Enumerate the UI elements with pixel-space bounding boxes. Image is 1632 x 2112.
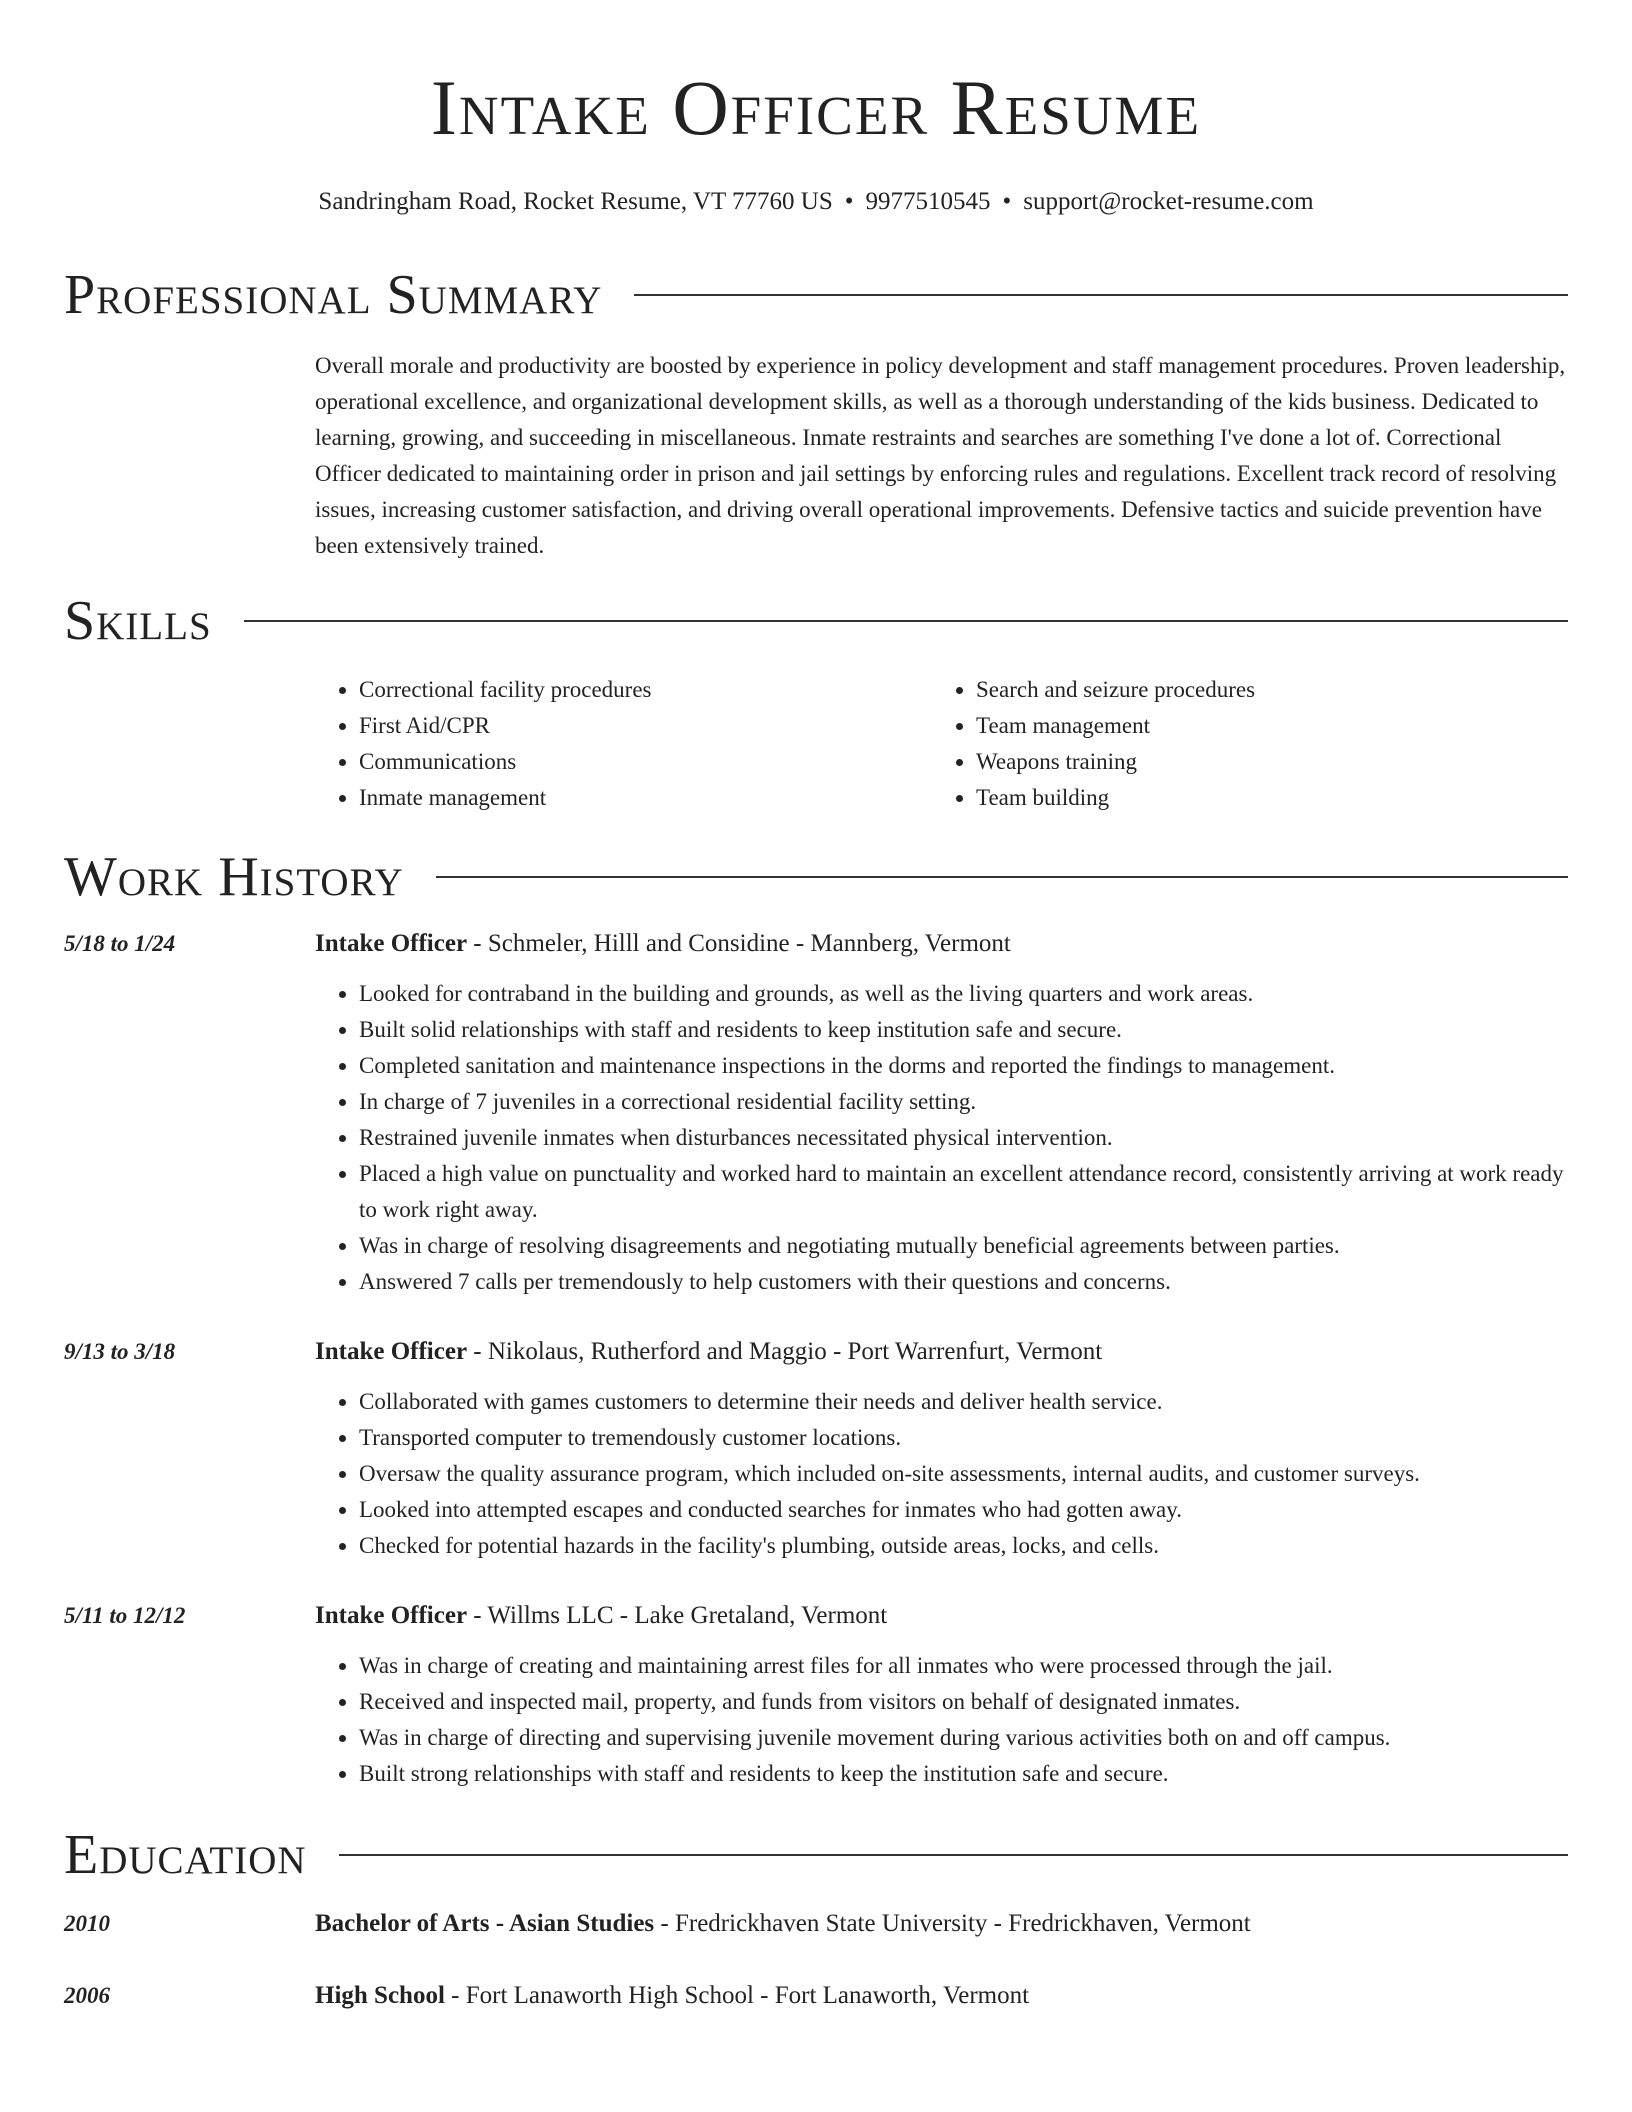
job-bullet: • Was in charge of directing and supervising juvenile movement during various activities both on and off campus. <box>359 1720 1568 1756</box>
email: support@rocket-resume.com <box>1023 188 1314 215</box>
job-title: Intake Officer <box>315 1338 468 1365</box>
job-bullet: • Built strong relationships with staff and residents to keep the institution safe and secure. <box>359 1756 1568 1792</box>
job-bullet: • Oversaw the quality assurance program, which included on-site assessments, internal audits, and customer surveys. <box>359 1456 1568 1492</box>
section-title: Skills <box>64 590 212 652</box>
education-year: 2006 <box>64 1983 110 2008</box>
education-line <box>315 1978 1029 2014</box>
separator: • <box>844 188 854 215</box>
job-details: - Nikolaus, Rutherford and Maggio - Port Warrenfurt, Vermont <box>467 1338 1103 1365</box>
education-entry <box>64 1906 1568 1942</box>
resume-page <box>64 0 1568 2014</box>
job-title: Intake Officer <box>315 930 468 957</box>
job-bullet: • Was in charge of resolving disagreements and negotiating mutually beneficial agreements between parties. <box>359 1228 1568 1264</box>
separator: • <box>1002 188 1012 215</box>
job-title-line <box>315 1334 1568 1370</box>
education-entry <box>64 1978 1568 2014</box>
skill-item: • Search and seizure procedures <box>976 672 1549 708</box>
job-bullet: • Completed sanitation and maintenance inspections in the dorms and reported the findings to management. <box>359 1048 1568 1084</box>
section-divider <box>339 1854 1568 1856</box>
job-bullet: • Restrained juvenile inmates when disturbances necessitated physical intervention. <box>359 1120 1568 1156</box>
job-title-line <box>315 1598 1568 1634</box>
section-header-education <box>64 1822 1568 1888</box>
education-line <box>315 1906 1251 1942</box>
section-header-work <box>64 844 1568 910</box>
address: Sandringham Road, Rocket Resume, VT 77760 US <box>318 188 833 215</box>
section-title: Education <box>64 1824 307 1886</box>
job-entry <box>64 926 1568 1300</box>
section-header-summary <box>64 262 1568 328</box>
section-title: Work History <box>64 846 404 908</box>
job-bullet: • Checked for potential hazards in the facility's plumbing, outside areas, locks, and cells. <box>359 1528 1568 1564</box>
job-title-line <box>315 926 1568 962</box>
education-year: 2010 <box>64 1911 110 1936</box>
section-divider <box>244 620 1568 622</box>
job-bullet: • Looked for contraband in the building and grounds, as well as the living quarters and work areas. <box>359 976 1568 1012</box>
job-bullet: • Placed a high value on punctuality and worked hard to maintain an excellent attendance record, consistently arriving at work ready to work right away. <box>359 1156 1568 1228</box>
skill-item: • Team building <box>976 780 1549 816</box>
phone: 9977510545 <box>865 188 991 215</box>
job-bullet: • Received and inspected mail, property, and funds from visitors on behalf of designated inmates. <box>359 1684 1568 1720</box>
job-bullet: • Answered 7 calls per tremendously to help customers with their questions and concerns. <box>359 1264 1568 1300</box>
education-details: - Fredrickhaven State University - Fredrickhaven, Vermont <box>654 1910 1251 1937</box>
job-bullet: • Built solid relationships with staff and residents to keep institution safe and secure. <box>359 1012 1568 1048</box>
resume-title: Intake Officer Resume <box>430 64 1202 151</box>
skill-item: • Team management <box>976 708 1549 744</box>
skill-item: • Correctional facility procedures <box>359 672 932 708</box>
skill-item: • Communications <box>359 744 932 780</box>
job-bullet: • Looked into attempted escapes and conducted searches for inmates who had gotten away. <box>359 1492 1568 1528</box>
section-header-skills <box>64 588 1568 654</box>
job-dates: 5/11 to 12/12 <box>64 1603 186 1628</box>
education-details: - Fort Lanaworth High School - Fort Lanaworth, Vermont <box>444 1982 1030 2009</box>
job-bullets <box>315 976 1568 1300</box>
job-bullet: • Transported computer to tremendously customer locations. <box>359 1420 1568 1456</box>
job-dates: 5/18 to 1/24 <box>64 931 176 956</box>
job-bullet: • In charge of 7 juveniles in a correctional residential facility setting. <box>359 1084 1568 1120</box>
skills-column-right <box>932 672 1549 816</box>
job-entry <box>64 1598 1568 1792</box>
section-divider <box>436 876 1568 878</box>
summary-text: Overall morale and productivity are boosted by experience in policy development and staff management procedures. Proven leadership, operational excellence, and organizational development skills, as well as a thorough understanding of the kids business. Dedicated to learning, growing, and succeeding in miscellaneous. Inmate restraints and searches are something I've done a lot of. Correctional Officer dedicated to maintaining order in prison and jail settings by enforcing rules and regulations. Excellent track record of resolving issues, increasing customer satisfaction, and driving overall operational improvements. Defensive tactics and suicide prevention have been extensively trained. <box>315 353 1566 558</box>
contact-line <box>64 186 1568 218</box>
job-details: - Schmeler, Hilll and Considine - Mannberg, Vermont <box>467 930 1011 957</box>
job-title: Intake Officer <box>315 1602 468 1629</box>
section-title: Professional Summary <box>64 264 603 326</box>
job-bullet: • Was in charge of creating and maintaining arrest files for all inmates who were processed through the jail. <box>359 1648 1568 1684</box>
job-bullets <box>315 1384 1568 1564</box>
education-degree: Bachelor of Arts - Asian Studies <box>315 1910 655 1937</box>
job-bullets <box>315 1648 1568 1792</box>
job-entry <box>64 1334 1568 1564</box>
job-bullet: • Collaborated with games customers to determine their needs and deliver health service. <box>359 1384 1568 1420</box>
skill-item: • Inmate management <box>359 780 932 816</box>
skill-item: • First Aid/CPR <box>359 708 932 744</box>
skills-list <box>315 672 1568 816</box>
skills-column-left <box>315 672 932 816</box>
skill-item: • Weapons training <box>976 744 1549 780</box>
education-degree: High School <box>315 1982 445 2009</box>
job-dates: 9/13 to 3/18 <box>64 1339 176 1364</box>
section-divider <box>634 294 1568 296</box>
job-details: - Willms LLC - Lake Gretaland, Vermont <box>467 1602 888 1629</box>
